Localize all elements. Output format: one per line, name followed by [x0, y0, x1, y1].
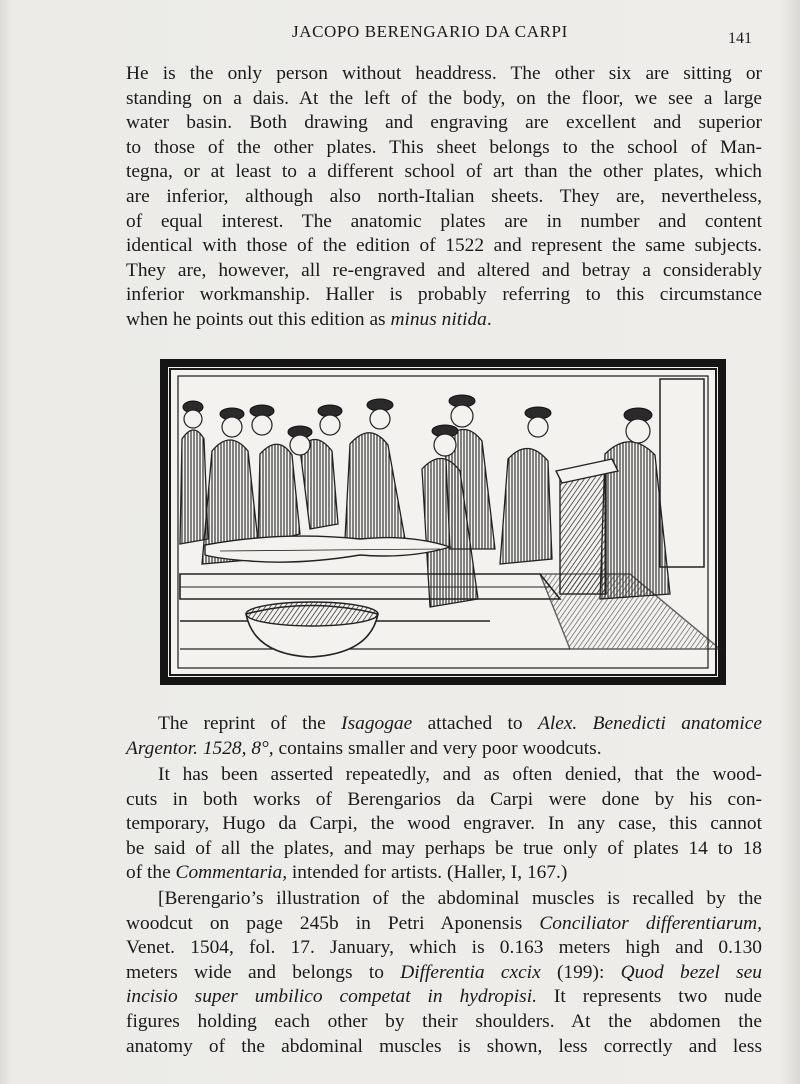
text-run: The reprint of the — [158, 713, 342, 734]
text-line: figures holding each other by their shoulders. At the abdomen the — [126, 1010, 762, 1032]
text-line: He is the only person without headdress. The other six are sitting or — [126, 63, 762, 84]
text-run: . — [486, 308, 492, 330]
paragraph-2 — [126, 712, 762, 761]
text-line: are inferior, although also north-Italian sheets. They are, nevertheless, — [126, 185, 762, 207]
text-line: to those of the other plates. This sheet belongs to the school of Man- — [126, 136, 762, 158]
text-line — [126, 737, 762, 762]
italic-run: incisio super umbilico competat in hydropisi. — [126, 986, 537, 1008]
text-line: of equal interest. The anatomic plates are in number and content — [126, 210, 762, 232]
text-line: identical with those of the edition of 1522 and represent the same subjects. — [126, 235, 762, 257]
text-line: inferior workmanship. Haller is probably referring to this circumstance — [126, 284, 762, 306]
italic-run: Argentor. 1528, 8°, — [126, 737, 274, 759]
text-run: woodcut on page 245b in Petri Aponensis — [126, 912, 540, 934]
text-line: tegna, or at least to a different school of art than the other plates, which — [126, 161, 762, 183]
dissection-scene-image — [160, 359, 726, 685]
text-run: intended for artists. (Haller, I, 167.) — [287, 862, 568, 884]
text-line: They are, however, all re-engraved and altered and betray a considerably — [126, 259, 762, 281]
text-line — [126, 712, 762, 737]
page-number: 141 — [728, 30, 752, 47]
paragraph-4 — [126, 887, 762, 1059]
paragraph-1 — [126, 62, 762, 333]
italic-run: minus nitida — [390, 308, 487, 330]
text-line: standing on a dais. At the left of the body, on the floor, we see a large — [126, 87, 762, 109]
italic-run: Conciliator differentiarum, — [539, 912, 762, 934]
italic-run: Alex. Benedicti anatomice — [537, 713, 762, 734]
text-line: temporary, Hugo da Carpi, the wood engraver. In any case, this cannot — [126, 813, 762, 835]
text-run: It represents two nude — [536, 986, 762, 1008]
text-line — [126, 985, 762, 1010]
text-run: (199): — [540, 961, 621, 983]
running-title: JACOPO BERENGARIO DA CARPI — [292, 22, 568, 41]
text-run: attached to — [412, 713, 538, 734]
italic-run: Differentia cxcix — [400, 961, 541, 983]
text-run: meters wide and belongs to — [126, 961, 401, 983]
text-line: water basin. Both drawing and engraving are excellent and superior — [126, 112, 762, 134]
text-line: anatomy of the abdominal muscles is shown, less correctly and less — [126, 1035, 762, 1057]
paragraph-3 — [126, 763, 762, 886]
running-head — [0, 22, 800, 50]
italic-run: Isagogae — [341, 713, 413, 734]
text-line: be said of all the plates, and may perhaps be true only of plates 14 to 18 — [126, 837, 762, 859]
text-line — [126, 861, 762, 886]
italic-run: Commentaria, — [175, 862, 288, 884]
text-line — [126, 912, 762, 937]
text-run: contains smaller and very poor woodcuts. — [273, 737, 602, 759]
text-line: It has been asserted repeatedly, and as often denied, that the wood- — [158, 764, 762, 785]
text-line — [126, 308, 762, 333]
text-line: [Berengario’s illustration of the abdominal muscles is recalled by the — [158, 888, 762, 909]
woodcut-illustration — [160, 359, 726, 685]
text-line: Venet. 1504, fol. 17. January, which is 0.163 meters high and 0.130 — [126, 937, 762, 959]
text-line — [126, 961, 762, 986]
text-run: of the — [126, 862, 176, 884]
text-run: when he points out this edition as — [126, 308, 391, 330]
italic-run: Quod bezel seu — [620, 961, 762, 983]
text-line: cuts in both works of Berengarios da Carpi were done by his con- — [126, 788, 762, 810]
